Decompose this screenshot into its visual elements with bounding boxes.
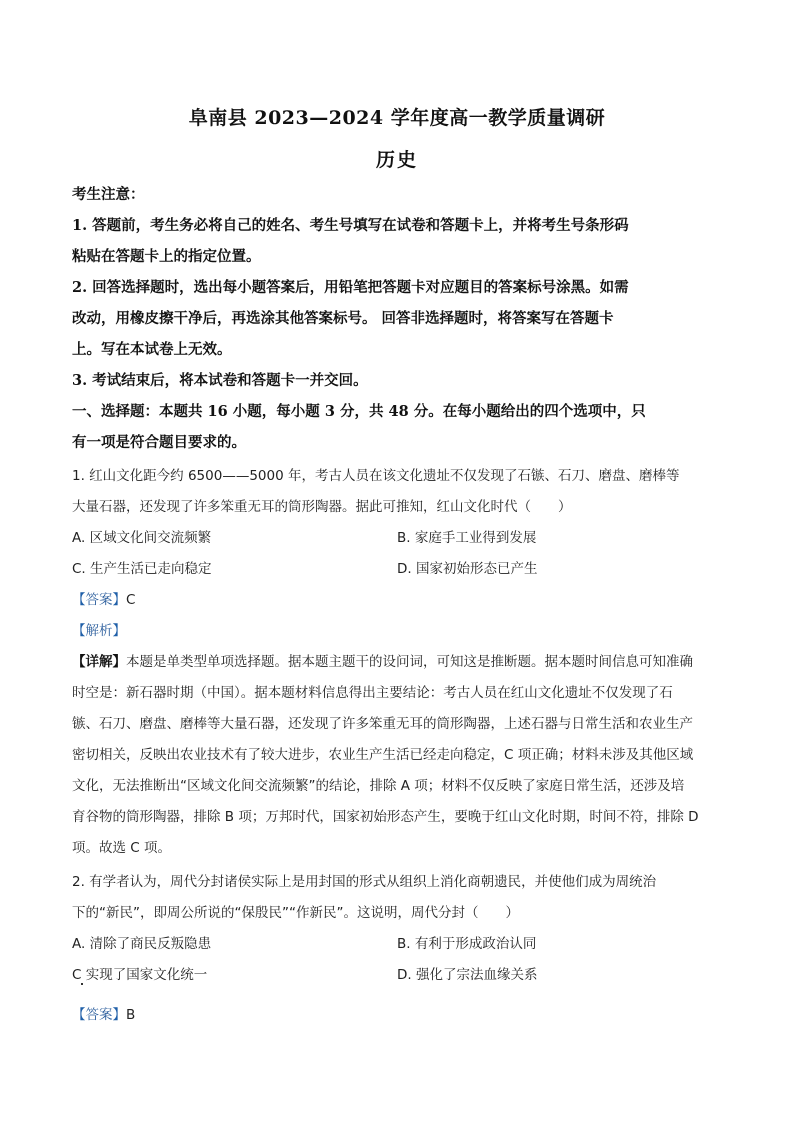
stray-mark bbox=[81, 983, 83, 985]
question-1-option-b: B. 家庭手工业得到发展 bbox=[397, 530, 537, 546]
notice-line: 3. 考试结束后，将本试卷和答题卡一并交回。 bbox=[72, 372, 368, 389]
detail-tag: 【详解】 bbox=[72, 654, 126, 670]
question-1-stem: 大量石器，还发现了许多笨重无耳的筒形陶器。据此可推知，红山文化时代（ ） bbox=[72, 499, 572, 515]
question-1-detail: 育谷物的筒形陶器，排除 B 项；万邦时代，国家初始形态产生，要晚于红山文化时期，时间不符，排除 D bbox=[72, 809, 699, 825]
question-1-detail: 【详解】本题是单类型单项选择题。据本题主题干的设问词，可知这是推断题。据本题时间信息可知准确 bbox=[72, 654, 693, 670]
answer-value: B bbox=[126, 1007, 136, 1023]
analysis-tag: 【解析】 bbox=[72, 623, 126, 639]
question-2-option-c: C 实现了国家文化统一 bbox=[72, 967, 208, 983]
answer-value: C bbox=[126, 592, 136, 608]
question-1-analysis-heading bbox=[72, 619, 126, 639]
section-heading: 有一项是符合题目要求的。 bbox=[72, 434, 246, 451]
answer-tag: 【答案】 bbox=[72, 592, 126, 608]
answer-tag: 【答案】 bbox=[72, 1007, 126, 1023]
notice-line: 2. 回答选择题时，选出每小题答案后，用铅笔把答题卡对应题目的答案标号涂黑。如需 bbox=[72, 279, 629, 296]
question-1-detail: 镞、石刀、磨盘、磨棒等大量石器，还发现了许多笨重无耳的筒形陶器，上述石器与日常生活和农业生产 bbox=[72, 716, 693, 732]
question-2-stem: 2. 有学者认为，周代分封诸侯实际上是用封国的形式从组织上消化商朝遗民，并使他们成为周统治 bbox=[72, 874, 657, 890]
notice-line: 改动，用橡皮擦干净后，再选涂其他答案标号。 回答非选择题时，将答案写在答题卡 bbox=[72, 310, 614, 327]
question-1-detail: 时空是：新石器时期（中国）。据本题材料信息得出主要结论：考古人员在红山文化遗址不仅发现了石 bbox=[72, 685, 673, 701]
question-2-option-d: D. 强化了宗法血缘关系 bbox=[397, 967, 538, 983]
question-1-detail: 密切相关，反映出农业技术有了较大进步，农业生产生活已经走向稳定，C 项正确；材料未涉及其他区域 bbox=[72, 747, 694, 763]
exam-title: 阜南县 2023—2024 学年度高一教学质量调研 bbox=[188, 107, 606, 129]
question-1-answer bbox=[72, 588, 135, 608]
question-2-option-a: A. 清除了商民反叛隐患 bbox=[72, 936, 212, 952]
question-1-option-c: C. 生产生活已走向稳定 bbox=[72, 561, 212, 577]
section-heading: 一、选择题：本题共 16 小题，每小题 3 分，共 48 分。在每小题给出的四个选项中，只 bbox=[72, 403, 646, 420]
question-1-detail: 项。故选 C 项。 bbox=[72, 840, 172, 856]
notice-line: 1. 答题前，考生务必将自己的姓名、考生号填写在试卷和答题卡上，并将考生号条形码 bbox=[72, 217, 629, 234]
question-2-answer bbox=[72, 1003, 135, 1023]
question-2-option-b: B. 有利于形成政治认同 bbox=[397, 936, 537, 952]
notice-line: 粘贴在答题卡上的指定位置。 bbox=[72, 248, 261, 265]
question-1-option-a: A. 区域文化间交流频繁 bbox=[72, 530, 212, 546]
question-2-stem: 下的“新民”，即周公所说的“保殷民”“作新民”。这说明，周代分封（ ） bbox=[72, 905, 519, 921]
question-1-option-d: D. 国家初始形态已产生 bbox=[397, 561, 538, 577]
notice-line: 上。写在本试卷上无效。 bbox=[72, 341, 232, 358]
question-1-stem: 1. 红山文化距今约 6500——5000 年，考古人员在该文化遗址不仅发现了石镞、石刀、磨盘、磨棒等 bbox=[72, 468, 680, 484]
question-1-detail: 文化，无法推断出“区域文化间交流频繁”的结论，排除 A 项；材料不仅反映了家庭日常生活，还涉及培 bbox=[72, 778, 685, 794]
notice-heading: 考生注意： bbox=[72, 186, 145, 203]
subject-title: 历史 bbox=[375, 149, 418, 171]
